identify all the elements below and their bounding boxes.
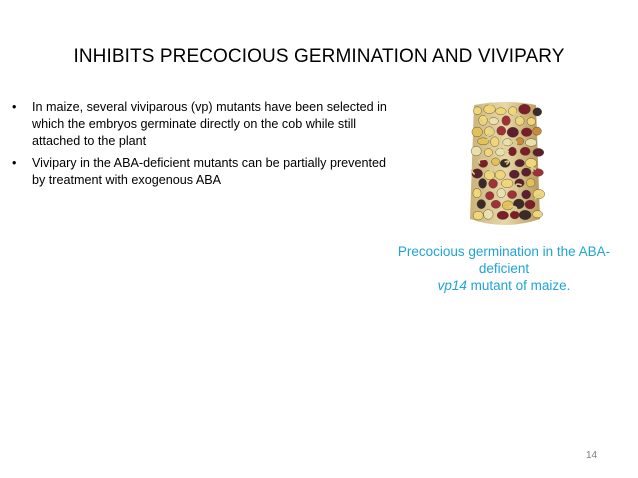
caption-mutant-name: vp14 [437,278,467,293]
bullet-marker: • [12,100,17,114]
maize-cob-photo [460,101,550,231]
slide-title: INHIBITS PRECOCIOUS GERMINATION AND VIVIPARY [73,46,565,67]
bullet-item [12,155,402,189]
image-caption [384,243,624,294]
bullet-marker: • [12,156,17,170]
page-number: 14 [586,450,598,461]
caption-line2: mutant of maize. [466,278,571,293]
bullet-text: Vivipary in the ABA-deficient mutants can be partially prevented by treatment with exogenous ABA [32,156,386,187]
bullet-item [12,99,402,150]
bullet-list [12,99,402,194]
bullet-text: In maize, several viviparous (vp) mutants have been selected in which the embryos germinate directly on the cob while still attached to the plant [32,100,387,148]
maize-cob-illustration [460,101,550,231]
caption-line1: Precocious germination in the ABA-deficient [397,244,611,276]
